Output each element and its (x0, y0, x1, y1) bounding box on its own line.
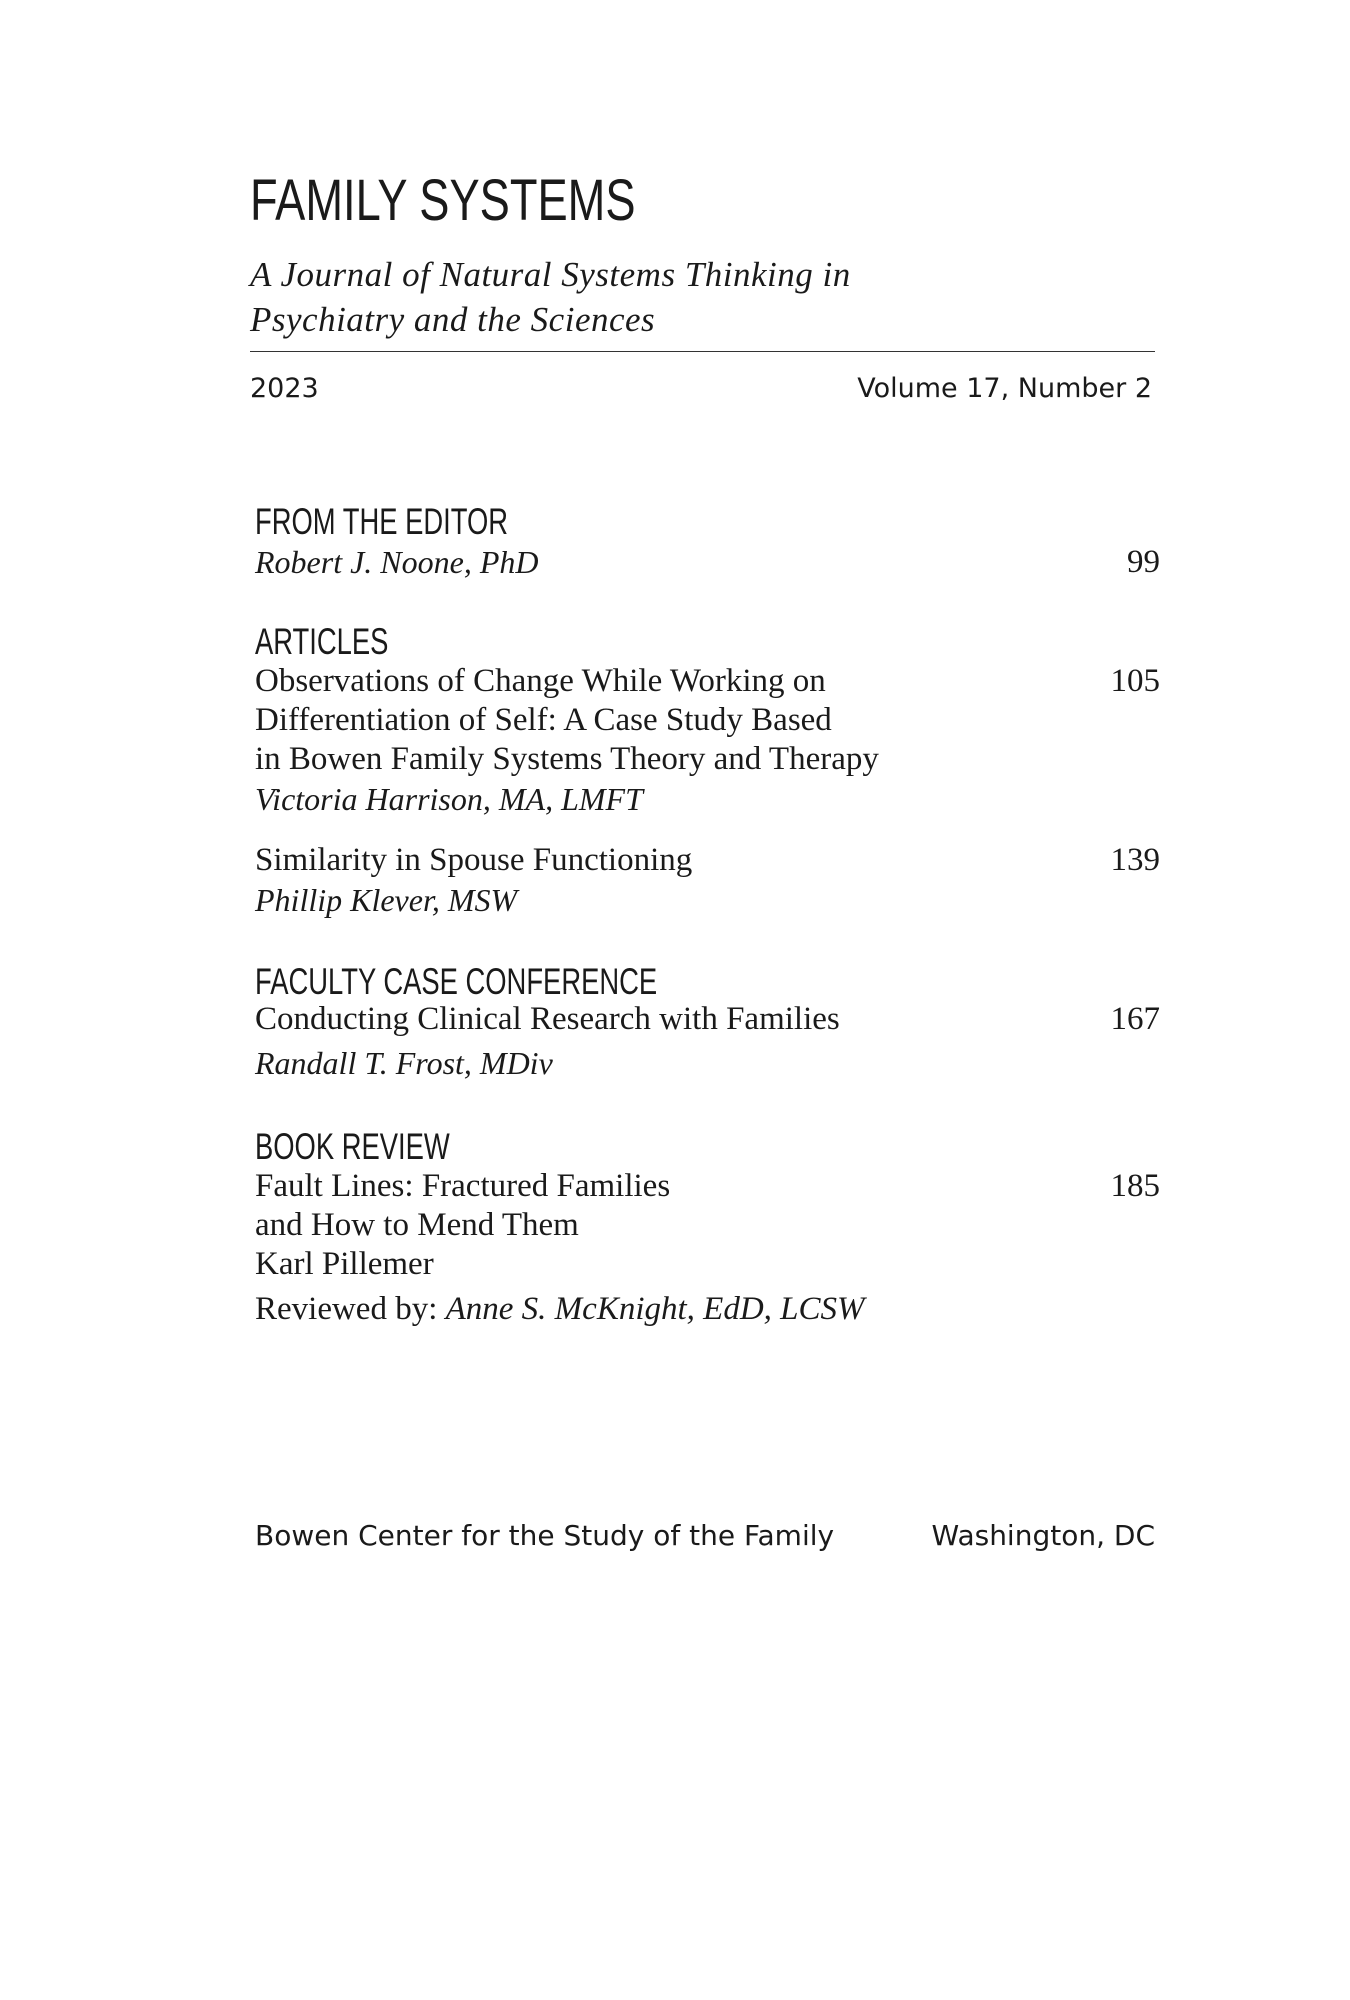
reviewed-by-label: Reviewed by: (255, 1291, 438, 1327)
section-book-review (255, 1125, 1160, 1330)
section-from-the-editor (255, 500, 1160, 582)
entry-author: Robert J. Noone, PhD (255, 544, 539, 580)
toc-entry (255, 1000, 1160, 1083)
toc-entry (255, 1167, 1160, 1330)
section-heading: ARTICLES (255, 621, 389, 662)
entry-page-number: 99 (1127, 544, 1160, 580)
entry-page-number: 105 (1110, 663, 1160, 699)
issue-year: 2023 (250, 373, 319, 404)
section-faculty-case-conference (255, 960, 1160, 1083)
subtitle-line-1: A Journal of Natural Systems Thinking in (250, 255, 851, 294)
entry-title-line: in Bowen Family Systems Theory and Therapy (255, 741, 879, 777)
toc-entry (255, 662, 1160, 819)
subtitle-line-2: Psychiatry and the Sciences (250, 300, 656, 339)
entry-author: Randall T. Frost, MDiv (255, 1045, 553, 1081)
journal-title: FAMILY SYSTEMS (250, 168, 636, 233)
entry-title-line: Fault Lines: Fractured Families (255, 1168, 671, 1204)
toc-entry (255, 841, 1160, 920)
book-author: Karl Pillemer (255, 1246, 434, 1282)
entry-title-line: Observations of Change While Working on (255, 663, 826, 699)
entry-title-line: Similarity in Spouse Functioning (255, 842, 693, 878)
entry-title-line: and How to Mend Them (255, 1207, 579, 1243)
section-heading: BOOK REVIEW (255, 1126, 450, 1167)
reviewed-by-line (255, 1288, 995, 1330)
toc-entry (255, 542, 1160, 582)
reviewer-name: Anne S. McKnight, EdD, LCSW (445, 1291, 865, 1327)
section-heading: FACULTY CASE CONFERENCE (255, 961, 658, 1002)
journal-subtitle (250, 252, 1150, 342)
header-rule (250, 351, 1155, 352)
section-heading: FROM THE EDITOR (255, 501, 509, 542)
table-of-contents (255, 500, 1160, 1330)
entry-author: Victoria Harrison, MA, LMFT (255, 781, 643, 817)
entry-page-number: 139 (1110, 842, 1160, 878)
footer-location: Washington, DC (931, 1519, 1155, 1552)
footer-publisher: Bowen Center for the Study of the Family (255, 1519, 835, 1552)
section-articles (255, 620, 1160, 920)
entry-author: Phillip Klever, MSW (255, 882, 518, 918)
entry-page-number: 167 (1110, 1001, 1160, 1037)
issue-volume: Volume 17, Number 2 (857, 373, 1152, 404)
entry-title-line: Conducting Clinical Research with Families (255, 1001, 840, 1037)
entry-page-number: 185 (1110, 1168, 1160, 1204)
entry-title-line: Differentiation of Self: A Case Study Based (255, 702, 832, 738)
